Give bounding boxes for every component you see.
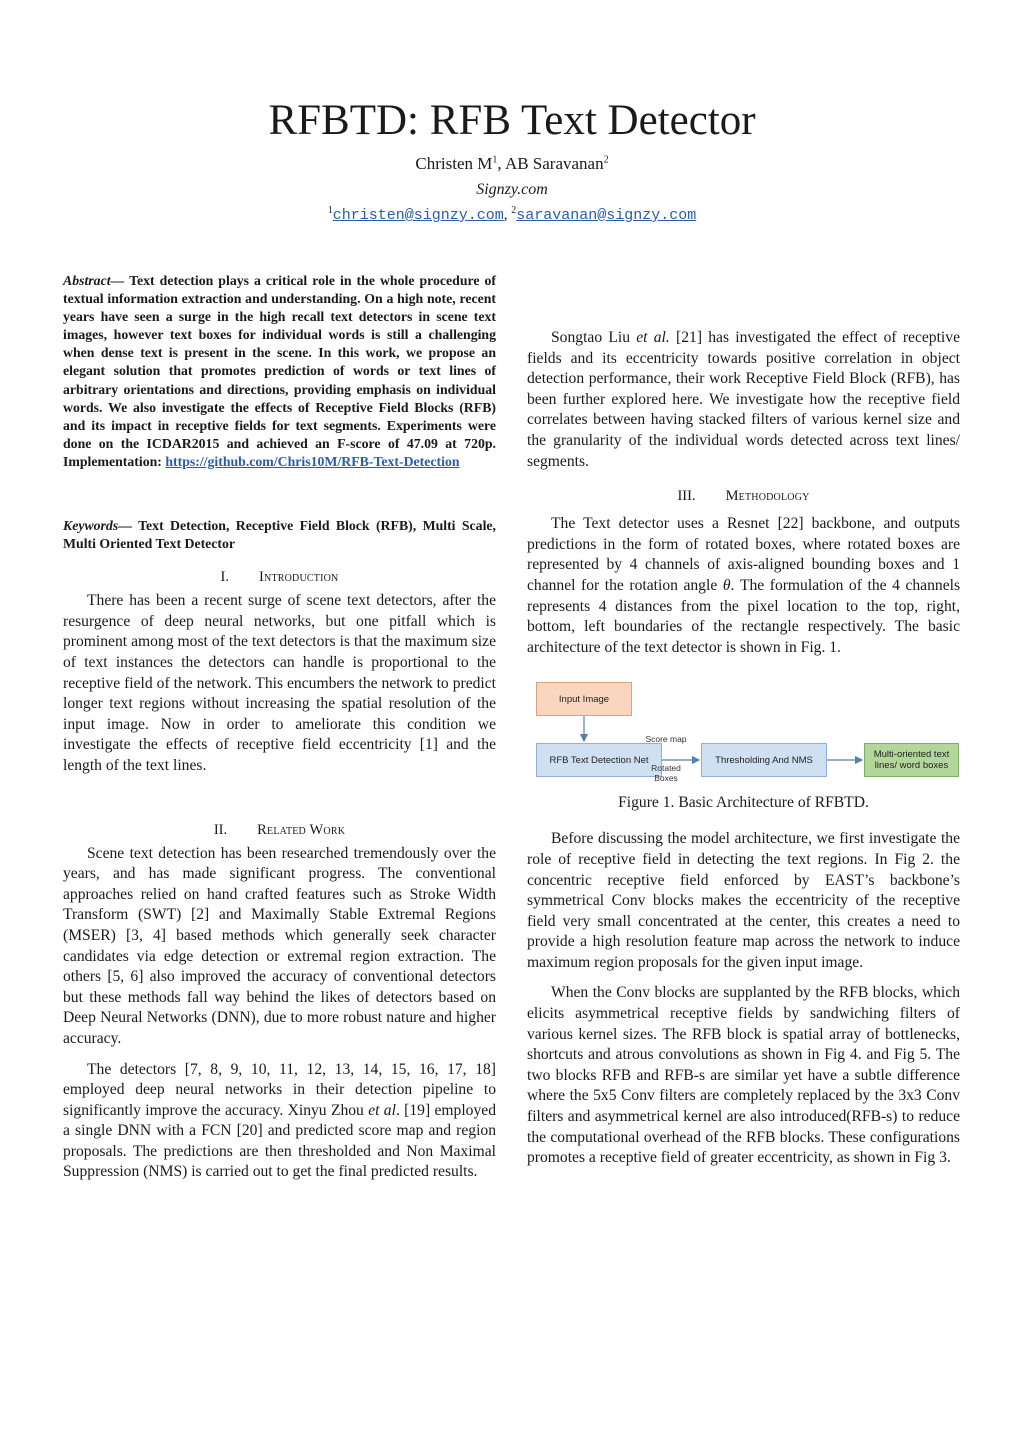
author-line — [0, 153, 1024, 175]
section-heading-methodology — [527, 486, 960, 506]
related-work-paragraph-2 — [63, 1060, 496, 1184]
section-heading-introduction — [63, 567, 496, 587]
section-heading-related-work — [63, 820, 496, 840]
section-title: Introduction — [259, 569, 339, 586]
email-line — [0, 204, 1024, 227]
output-box: Multi-oriented text lines/ word boxes — [864, 743, 959, 777]
keywords-lead: Keywords— — [63, 518, 132, 534]
related-p2-part-a: The detectors [7, 8, 9, 10, 11, 12, 13, 14, 15, 16, 17, 18] employed deep neural networks in their detection pipeline to significantly improve the accuracy. Xinyu Zhou — [63, 1060, 496, 1119]
email-1-link[interactable]: christen@signzy.com — [332, 207, 504, 224]
related-p3-etal: et al. — [636, 329, 670, 346]
related-work-paragraph-1: Scene text detection has been researched tremendously over the years, and has made significant progress. The conventional approaches relied on hand crafted features such as Stroke Width Transform (SWT) [2] and Maximally Stable Extremal Regions (MSER) [3, 4] based methods which generally seek character candidates via edge detection or extremal region extraction. The others [5, 6] also improved the accuracy of conventional detectors but these methods fall way behind the likes of detectors based on Deep Neural Networks (DNN), due to more robust nature and higher accuracy. — [63, 844, 496, 1047]
methodology-paragraph-3: When the Conv blocks are supplanted by the RFB blocks, which elicits asymmetrical receptive fields by sandwiching filters of various kernel sizes. The RFB block is spatial array of bottlenecks, shortcuts and atrous convolutions as shown in Fig 4. and Fig 5. The two blocks RFB and RFB-s are similar yet have a subtle difference where the 5x5 Conv filters are completely replaced by the 3x3 Conv filters and asymmetrical kernel are also introduced(RFB-s) to reduce the computational overhead of the RFB blocks. These configurations promotes a receptive field of greater eccentricity, as shown in Fig 3. — [527, 984, 960, 1167]
author-separator: , — [497, 154, 505, 173]
section-number: I. — [220, 569, 229, 586]
right-column-content — [527, 328, 960, 1169]
paper-title: RFBTD: RFB Text Detector — [268, 97, 756, 144]
section-number: III. — [677, 488, 696, 505]
affiliation: Signzy.com — [476, 181, 548, 198]
input-image-box: Input Image — [536, 682, 632, 716]
related-p3-part-a: Songtao Liu — [551, 329, 637, 346]
methodology-paragraph-1 — [527, 514, 960, 658]
score-map-label: Score map — [645, 734, 687, 745]
figure-1-caption: Figure 1. Basic Architecture of RFBTD. — [618, 794, 869, 812]
figure-1-diagram — [527, 682, 960, 787]
method-p1-part-b: . The formulation of the 4 channels represents 4 distances from the pixel location to the top, right, bottom, left boundaries of the rectangle respectively. The basic architecture of the text detector is shown in Fig. 1. — [527, 576, 961, 656]
methodology-paragraph-2: Before discussing the model architecture, we first investigate the role of receptive field in detecting the text regions. In Fig 2. the concentric receptive field enforced by EAST’s backbone’s symmetrical Conv blocks makes the eccentricity of the receptive field very small concentrated at the center, this creates a need to provide a high resolution feature map across the network to induce maximum region proposals for the given input image. — [527, 830, 960, 971]
abstract-text: Text detection plays a critical role in the whole procedure of textual information extraction and understanding. On a high note, recent years have seen a surge in the high recall text detectors in scene text images, however text boxes for individual words is still a challenging when dense text is present in the scene. In this work, we propose an elegant solution that promotes prediction of words or text lines of arbitrary orientations and directions, providing emphasis on individual words. We also investigate the effects of Receptive Field Blocks (RFB) and its impact in receptive fields for text segments. Experiments were done on the ICDAR2015 and achieved an F-score of 47.09 at 720p. Implementation: — [63, 273, 496, 469]
section-number: II. — [213, 821, 228, 838]
author-2-sup: 2 — [603, 154, 609, 166]
related-work-paragraph-3 — [527, 328, 960, 472]
email-1-sup: 1 — [327, 205, 333, 216]
section-title: Related Work — [257, 821, 346, 838]
implementation-link[interactable]: https://github.com/Chris10M/RFB-Text-Detection — [165, 453, 460, 469]
left-column — [63, 272, 496, 1183]
section-title: Methodology — [725, 488, 810, 505]
email-2-sup: 2 — [511, 205, 517, 216]
author-1-sup: 1 — [492, 154, 498, 166]
related-p3-part-b: [21] has investigated the effect of receptive fields and its eccentricity towards positive correlation in object detection performance, their work Receptive Field Block (RFB), has been further explored here. We investigate how the receptive field correlates between having stacked filters of various kernel size and the granularity of the individual words detected across text lines/ segments. — [527, 329, 960, 470]
email-2-link[interactable]: saravanan@signzy.com — [516, 207, 697, 224]
method-p1-part-a: The Text detector uses a Resnet [22] backbone, and outputs predictions in the form of rotated boxes, where rotated boxes are represented by 4 channels of axis-aligned bounding boxes and 1 channel for the rotation angle — [527, 515, 960, 594]
email-separator: , — [503, 207, 512, 223]
author-1: Christen M — [415, 154, 493, 173]
thresholding-box: Thresholding And NMS — [701, 743, 827, 777]
author-2: AB Saravanan — [504, 154, 604, 173]
keywords-text: Text Detection, Receptive Field Block (RFB), Multi Scale, Multi Oriented Text Detector — [63, 518, 496, 552]
rotated-boxes-label: Rotated Boxes — [651, 763, 681, 784]
abstract-lead: Abstract— — [63, 273, 125, 288]
keywords — [63, 517, 496, 553]
theta-symbol: θ — [722, 576, 731, 594]
intro-paragraph: There has been a recent surge of scene text detectors, after the resurgence of deep neural networks, but one pitfall which is prominent among most of the text detectors is that the maximum size of text instances the detectors can handle is proportional to the receptive field of the network. This encumbers the network to predict longer text regions without increasing the spatial resolution of the input image. Now in order to ameliorate this condition we investigate the effects of receptive field eccentricity [1] and the length of the text lines. — [63, 592, 496, 774]
related-p2-etal: et al — [368, 1101, 396, 1119]
rfb-net-box: RFB Text Detection Net — [536, 743, 662, 777]
abstract — [63, 272, 496, 471]
related-p2-part-b: . [19] employed a single DNN with a FCN [20] and predicted score map and region proposals. The predictions are then thresholded and Non Maximal Suppression (NMS) is carried out to get the final predicted results. — [63, 1101, 496, 1181]
